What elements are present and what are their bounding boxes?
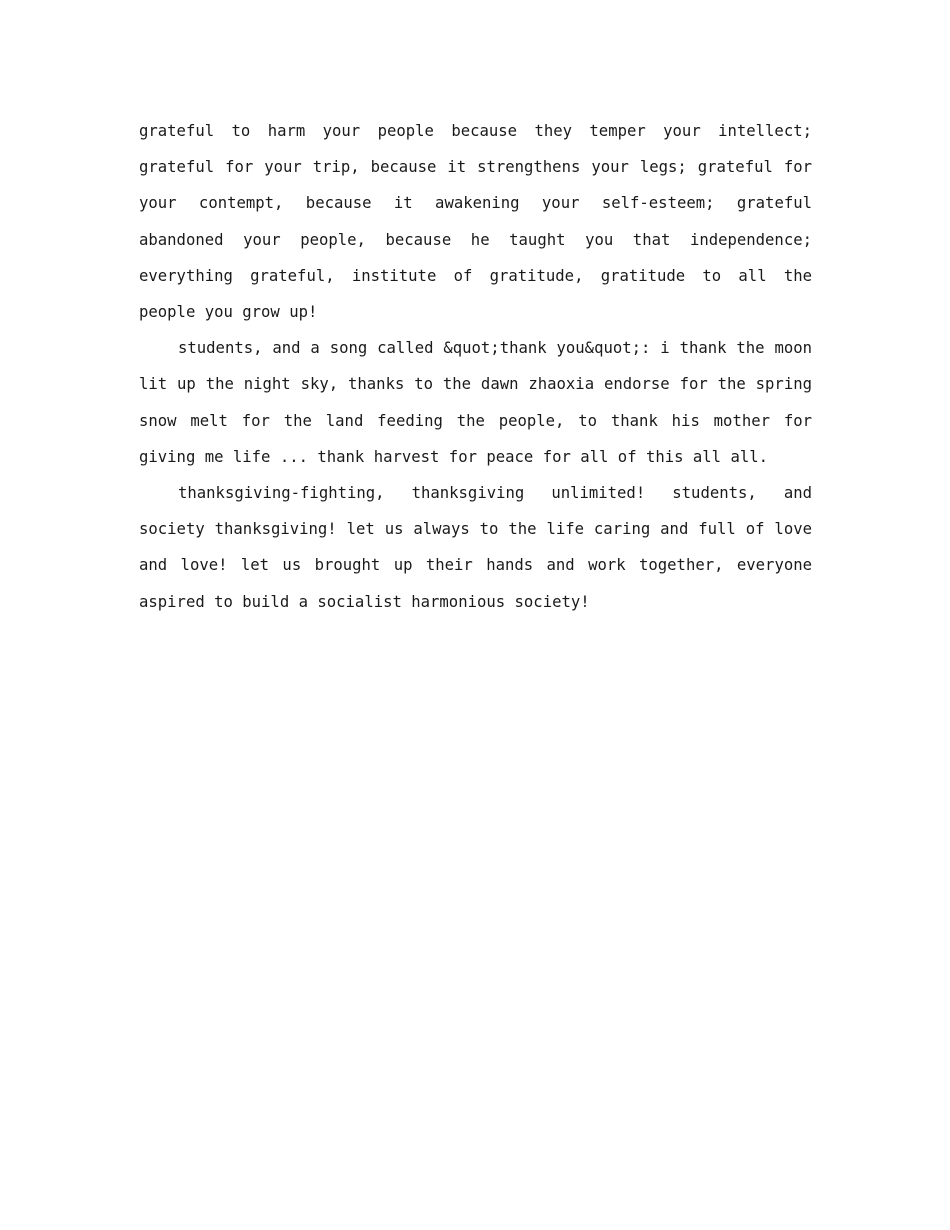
paragraph-1: grateful to harm your people because they temper your intellect; grateful for your trip, because it strengthens your legs; grateful for your contempt, because it awakening your self-esteem; grateful abandoned your people, because he taught you that independence; everything grateful, institute of gratitude, gratitude to all the people you grow up! (139, 122, 812, 322)
paragraph-2: students, and a song called &quot;thank you&quot;: i thank the moon lit up the night sky, thanks to the dawn zhaoxia endorse for the spring snow melt for the land feeding the people, to thank his mother for giving me life ... thank harvest for peace for all of this all all. (139, 339, 812, 466)
paragraph-3: thanksgiving-fighting, thanksgiving unlimited! students, and society thanksgiving! let us always to the life caring and full of love and love! let us brought up their hands and work together, everyone aspired to build a socialist harmonious society! (139, 484, 812, 611)
document-body (139, 113, 812, 620)
